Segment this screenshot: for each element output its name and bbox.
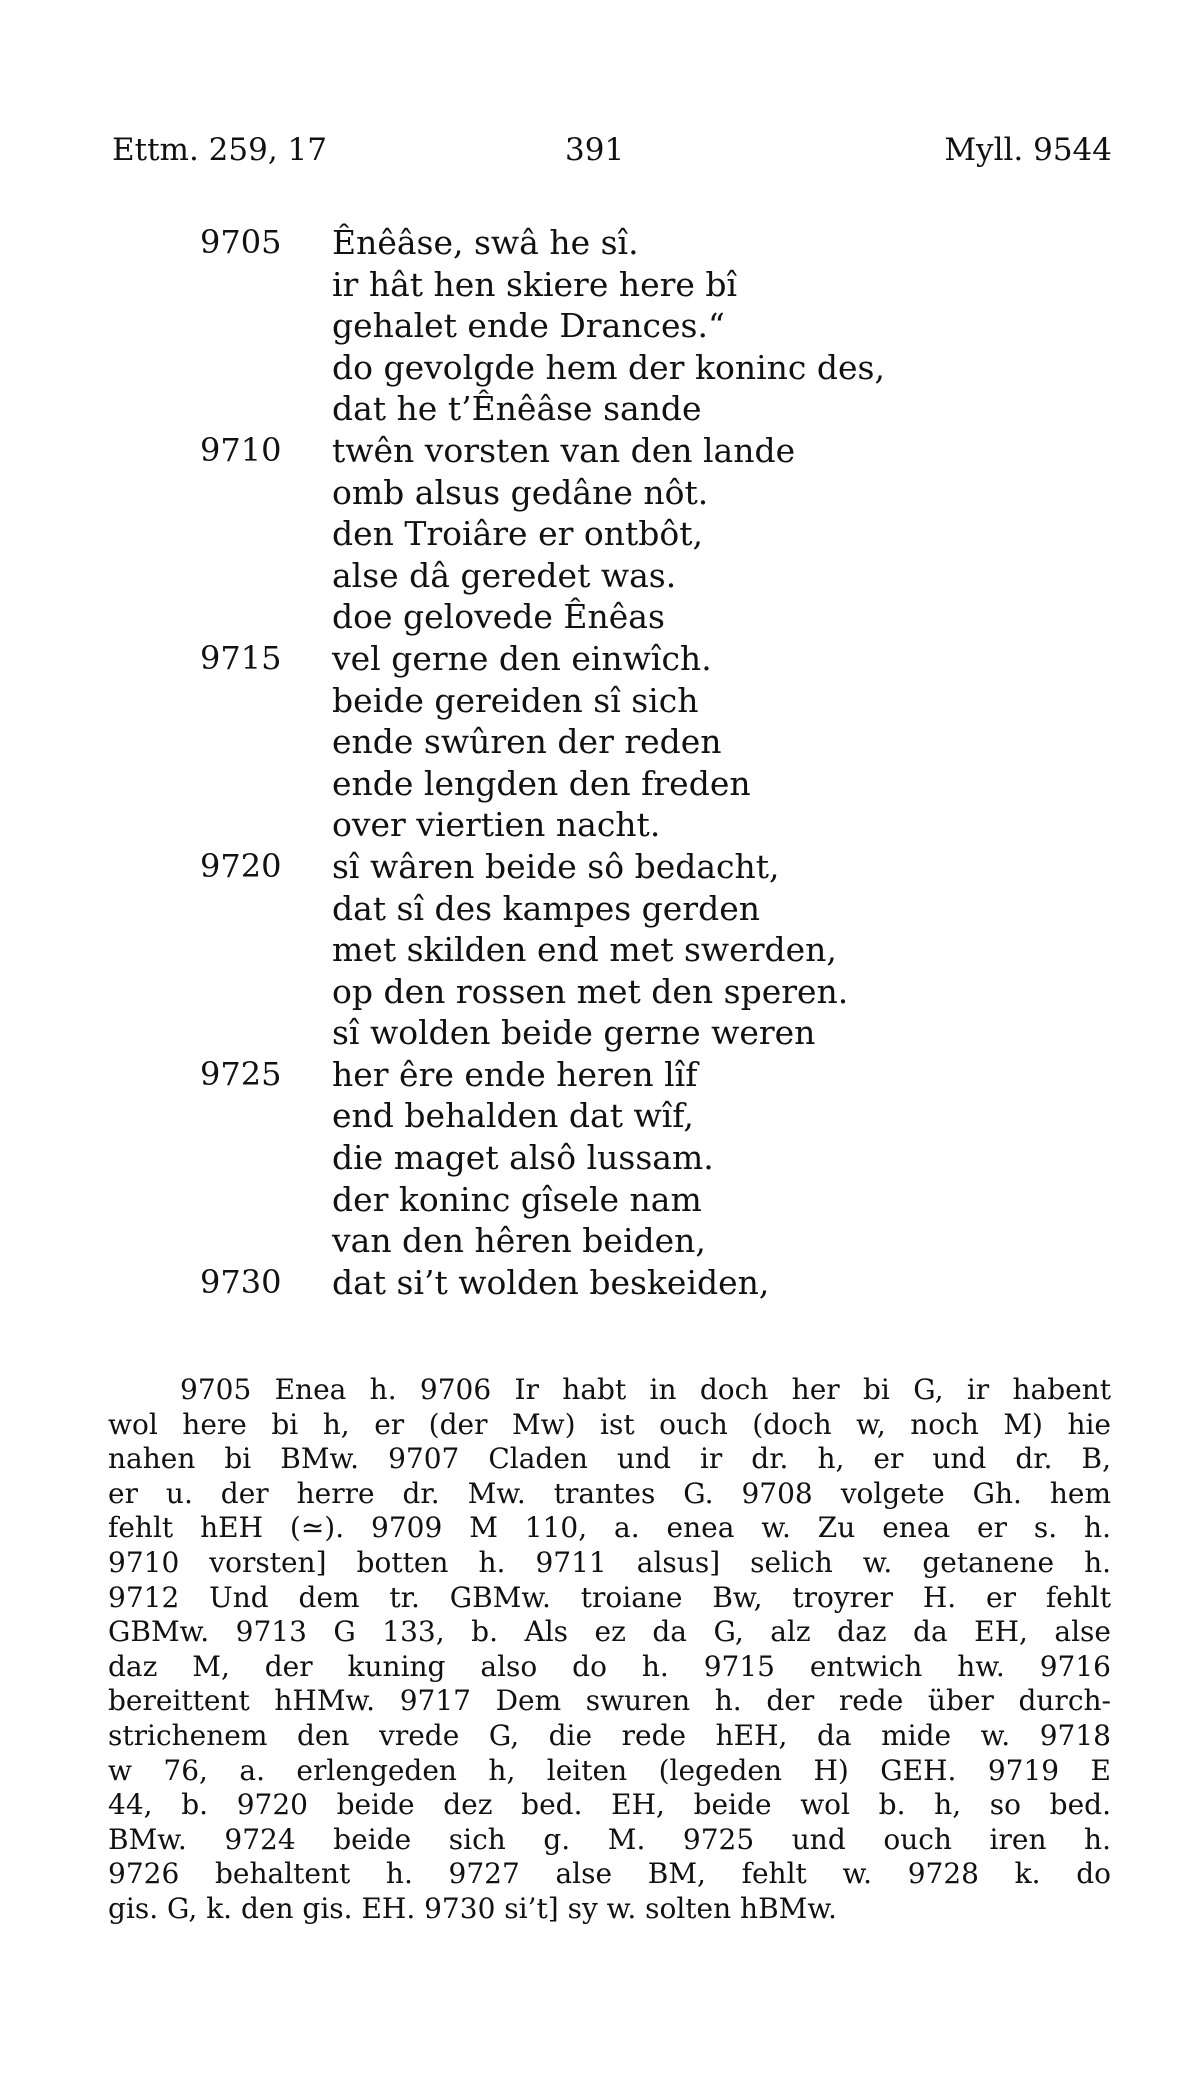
verse-line [200, 680, 1000, 722]
verse-text: dat he t’Ênêâse sande [332, 389, 702, 429]
verse-text: op den rossen met den speren. [332, 971, 849, 1011]
verse-line [200, 430, 1000, 472]
line-number: 9710 [200, 430, 282, 469]
verse-line [200, 804, 1000, 846]
verse-line [200, 1220, 1000, 1262]
verse-text: den Troiâre er ontbôt, [332, 514, 703, 554]
verse-text: twên vorsten van den lande [332, 430, 796, 470]
verse-text: ende lengden den freden [332, 763, 751, 803]
apparatus-line: wol here bi h, er (der Mw) ist ouch (doch w, noch M) hie [108, 1407, 1111, 1441]
critical-apparatus [108, 1373, 1111, 1927]
verse-text: alse dâ geredet was. [332, 555, 677, 595]
apparatus-line: 9705 Enea h. 9706 Ir habt in doch her bi G, ir habent [180, 1373, 1111, 1406]
verse-text: omb alsus gedâne nôt. [332, 472, 709, 512]
apparatus-line: strichenem den vrede G, die rede hEH, da mide w. 9718 [108, 1718, 1111, 1752]
verse-line [200, 721, 1000, 763]
verse-line [200, 555, 1000, 597]
line-number: 9720 [200, 846, 282, 885]
verse-line [200, 971, 1000, 1013]
verse-line [200, 388, 1000, 430]
verse-text: do gevolgde hem der koninc des, [332, 347, 885, 387]
verse-text: vel gerne den einwîch. [332, 638, 712, 678]
verse-text: ende swûren der reden [332, 722, 722, 762]
verse-line [200, 305, 1000, 347]
verse-line [200, 1054, 1000, 1096]
verse-line [200, 763, 1000, 805]
verse-line [200, 929, 1000, 971]
line-number: 9725 [200, 1054, 282, 1093]
apparatus-line: w 76, a. erlengeden h, leiten (legeden H) GEH. 9719 E [108, 1753, 1111, 1787]
verse-text: ir hât hen skiere here bî [332, 264, 738, 304]
verse-text: sî wolden beide gerne weren [332, 1013, 816, 1053]
verse-line [200, 472, 1000, 514]
verse-line [200, 596, 1000, 638]
page-number: 391 [565, 132, 625, 168]
apparatus-line: bereittent hHMw. 9717 Dem swuren h. der rede über durch- [108, 1684, 1111, 1718]
verse-text: end behalden dat wîf, [332, 1096, 694, 1136]
verse-line [200, 1137, 1000, 1179]
verse-text: over viertien nacht. [332, 805, 661, 845]
verse-text: van den hêren beiden, [332, 1221, 706, 1261]
running-header [112, 130, 1112, 170]
verse-line [200, 1262, 1000, 1304]
verse-text: die maget alsô lussam. [332, 1138, 714, 1178]
apparatus-line: gis. G, k. den gis. EH. 9730 si’t] sy w. solten hBMw. [108, 1891, 837, 1925]
apparatus-line: 9710 vorsten] botten h. 9711 alsus] selich w. getanene h. [108, 1545, 1111, 1579]
verse-text: Ênêâse, swâ he sî. [332, 223, 639, 262]
verse-text: doe gelovede Ênêas [332, 597, 665, 637]
verse-line [200, 222, 1000, 264]
verse-line [200, 513, 1000, 555]
header-left-reference: Ettm. 259, 17 [112, 132, 327, 168]
apparatus-line: BMw. 9724 beide sich g. M. 9725 und ouch iren h. [108, 1822, 1111, 1856]
apparatus-line: 9726 behaltent h. 9727 alse BM, fehlt w. 9728 k. do [108, 1857, 1111, 1891]
line-number: 9730 [200, 1262, 282, 1301]
verse-line [200, 1179, 1000, 1221]
apparatus-line: GBMw. 9713 G 133, b. Als ez da G, alz daz da EH, alse [108, 1615, 1111, 1649]
verse-text: dat si’t wolden beskeiden, [332, 1262, 770, 1302]
apparatus-line: 44, b. 9720 beide dez bed. EH, beide wol b. h, so bed. [108, 1788, 1111, 1822]
verse-block [200, 222, 1000, 1303]
verse-text: der koninc gîsele nam [332, 1179, 702, 1219]
apparatus-line: fehlt hEH (≃). 9709 M 110, a. enea w. Zu enea er s. h. [108, 1511, 1111, 1545]
verse-line [200, 1012, 1000, 1054]
apparatus-line: 9712 Und dem tr. GBMw. troiane Bw, troyrer H. er fehlt [108, 1580, 1111, 1614]
verse-text: beide gereiden sî sich [332, 680, 699, 720]
verse-line [200, 1095, 1000, 1137]
verse-text: met skilden end met swerden, [332, 930, 837, 970]
apparatus-line: nahen bi BMw. 9707 Claden und ir dr. h, er und dr. B, [108, 1442, 1111, 1476]
verse-text: gehalet ende Drances.“ [332, 306, 725, 346]
verse-text: her êre ende heren lîf [332, 1054, 698, 1094]
apparatus-line: daz M, der kuning also do h. 9715 entwich hw. 9716 [108, 1649, 1111, 1683]
verse-line [200, 264, 1000, 306]
verse-line [200, 888, 1000, 930]
verse-line [200, 846, 1000, 888]
line-number: 9705 [200, 223, 282, 261]
verse-line [200, 347, 1000, 389]
verse-text: dat sî des kampes gerden [332, 888, 760, 928]
verse-line [200, 638, 1000, 680]
apparatus-line: er u. der herre dr. Mw. trantes G. 9708 volgete Gh. hem [108, 1476, 1111, 1510]
header-right-reference: Myll. 9544 [944, 132, 1112, 168]
verse-text: sî wâren beide sô bedacht, [332, 846, 780, 886]
line-number: 9715 [200, 638, 282, 677]
